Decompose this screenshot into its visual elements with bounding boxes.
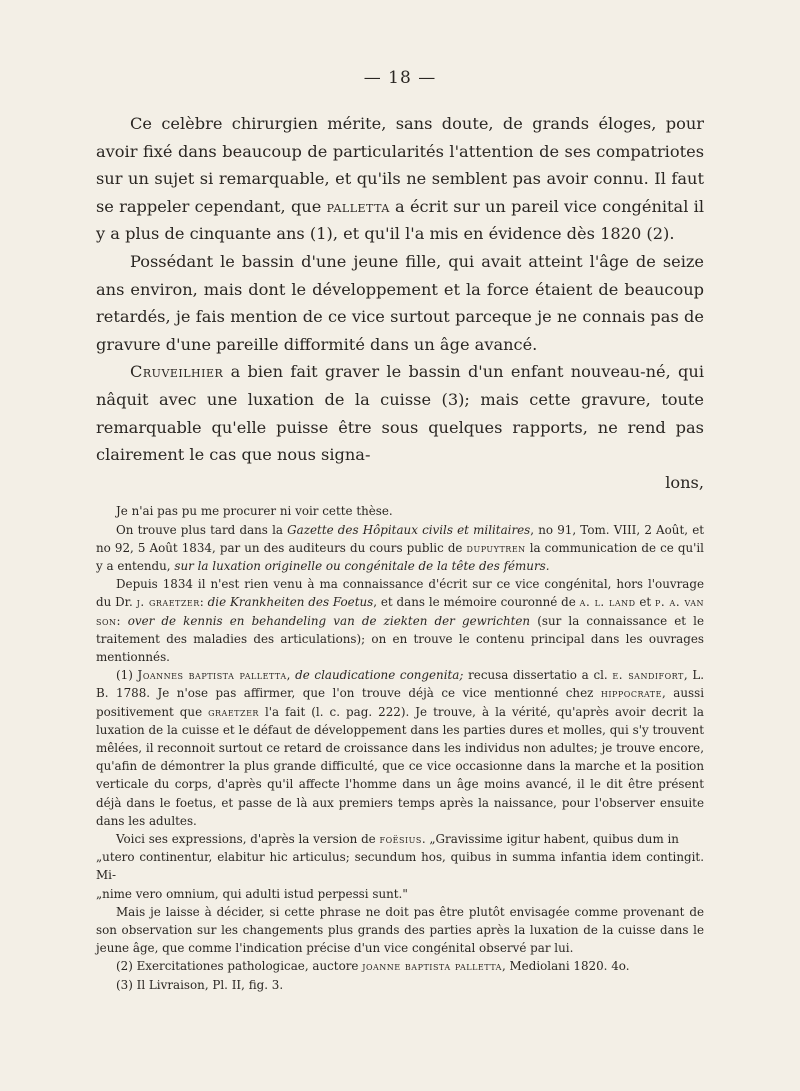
paragraph-2: Possédant le bassin d'une jeune fille, qui avait atteint l'âge de seize ans environ, mais dont le développement et la force étaient de beaucoup retardés, je fais mention de ce vice surtout parceque je ne connais pas de gravure d'une pareille difformité dans un âge avancé. bbox=[96, 251, 704, 354]
author-name: graetzer bbox=[208, 704, 259, 719]
text-run: , bbox=[286, 668, 296, 683]
text-run: On trouve plus tard dans la bbox=[116, 522, 288, 537]
author-name: foësius bbox=[379, 831, 422, 846]
author-name: dupuytren bbox=[466, 540, 526, 555]
main-text bbox=[96, 110, 704, 496]
note-5-quote-2: „nime vero omnium, qui adulti istud perpessi sunt." bbox=[96, 886, 408, 901]
text-run: (2) Exercitationes pathologicae, auctore bbox=[116, 959, 363, 974]
page bbox=[96, 68, 704, 994]
note-5 bbox=[96, 830, 704, 848]
text-run: : bbox=[116, 613, 128, 628]
author-name: e. sandifort bbox=[612, 668, 684, 683]
article-title: sur la luxation originelle ou congénitale de la tête des fémurs. bbox=[174, 558, 550, 573]
note-7 bbox=[96, 957, 704, 975]
text-run: a écrit sur un pareil vice congénital il y a plus de cinquante ans (1), et qu'il l'a mis en évidence dès 1820 (2). bbox=[96, 196, 704, 244]
author-name: a. l. land bbox=[579, 595, 636, 610]
text-run: , Mediolani 1820. 4o. bbox=[501, 959, 630, 974]
note-2 bbox=[96, 521, 704, 576]
author-name: j. graetzer bbox=[136, 595, 200, 610]
journal-title: Gazette des Hôpitaux civils et militaires bbox=[287, 522, 531, 537]
note-5-quote-1: „utero continentur, elabitur hic articulus; secundum hos, quibus in summa infantia idem contingit. Mi- bbox=[96, 850, 704, 883]
author-name: Cruveilhier bbox=[130, 362, 224, 382]
author-name: joanne baptista palletta bbox=[362, 959, 502, 974]
paragraph-3-end: lons, bbox=[665, 472, 704, 492]
text-run: la communication de ce qu'il y a entendu, bbox=[96, 540, 704, 573]
author-name: hippocrate bbox=[600, 686, 662, 701]
author-name: palletta bbox=[326, 196, 390, 216]
text-run: Depuis 1834 il n'est rien venu à ma connaissance d'écrit sur ce vice congénital, hors l'ouvrage du Dr. bbox=[96, 577, 704, 610]
page-number: — 18 — bbox=[363, 68, 437, 88]
text-run: l'a fait (l. c. pag. 222). Je trouve, à la vérité, qu'après avoir decrit la luxation de la cuisse et le défaut de développement dans les parties dures et molles, qui s'y trouvent mêlées, il reconnoit surtout ce retard de croissance dans les individus non adultes; je trouve encore, qu'afin de démontrer la plus grande difficulté, que ce vice occasionne dans la marche et la position verticale du corps, d'après qu'il affecte l'homme dans un âge moins avancé, il le dit être présent déjà dans le foetus, et passe de là aux premiers temps après la naissance, pour l'observer ensuite dans les adultes. bbox=[96, 704, 704, 828]
note-3 bbox=[96, 575, 704, 666]
text-run: et bbox=[635, 595, 656, 610]
paragraph-1 bbox=[96, 110, 704, 248]
text-run: Ce celèbre chirurgien mérite, sans doute, de grands éloges, pour avoir fixé dans beaucoup de particularités l'attention de ses compatriotes sur un sujet si remarquable, et qu'ils ne semblent pas avoir connu. Il faut se rappeler cependant, que bbox=[96, 114, 704, 216]
book-title: die Krankheiten des Foetus bbox=[207, 595, 374, 610]
text-run: , L. B. 1788. Je n'ose pas affirmer, que l'on trouve déjà ce vice mentionné chez bbox=[96, 668, 705, 701]
author-name: p. a. van son bbox=[96, 595, 704, 628]
author-name: Joannes baptista palletta bbox=[137, 668, 287, 683]
note-1: Je n'ai pas pu me procurer ni voir cette thèse. bbox=[116, 504, 393, 519]
text-run: a bien fait graver le bassin d'un enfant nouveau-né, qui nâquit avec une luxation de la cuisse (3); mais cette gravure, toute remarquable qu'elle puisse être sous quelques rapports, ne rend pas clairement le cas que nous signa- bbox=[96, 362, 704, 465]
note-6: Mais je laisse à décider, si cette phrase ne doit pas être plutôt envisagée comme provenant de son observation sur les changements plus grands des parties après la luxation de la cuisse dans le jeune âge, que comme l'indication précise d'un vice congénital observé par lui. bbox=[96, 904, 704, 956]
text-run: , aussi positivement que bbox=[96, 686, 704, 719]
note-8: (3) Il Livraison, Pl. II, fig. 3. bbox=[116, 977, 284, 992]
book-title: over de kennis en behandeling van de ziekten der gewrichten bbox=[127, 613, 531, 628]
text-run: Voici ses expressions, d'après la version de bbox=[116, 831, 380, 846]
book-title: de claudicatione congenita; bbox=[295, 668, 464, 683]
text-run: , et dans le mémoire couronné de bbox=[373, 595, 580, 610]
text-run: recusa dissertatio a cl. bbox=[463, 668, 613, 683]
text-run: (sur la connaissance et le traitement des maladies des articulations); on en trouve le contenu principal dans les ouvrages mentionnés. bbox=[96, 613, 704, 664]
footnotes bbox=[96, 502, 704, 993]
paragraph-3 bbox=[96, 358, 704, 468]
text-run: , no 91, Tom. VIII, 2 Août, et no 92, 5 Août 1834, par un des auditeurs du cours public de bbox=[96, 522, 705, 555]
text-run: (1) bbox=[116, 668, 138, 683]
text-run: : bbox=[199, 595, 208, 610]
text-run: . „Gravissime igitur habent, quibus dum in bbox=[421, 831, 679, 846]
note-4 bbox=[96, 666, 704, 830]
